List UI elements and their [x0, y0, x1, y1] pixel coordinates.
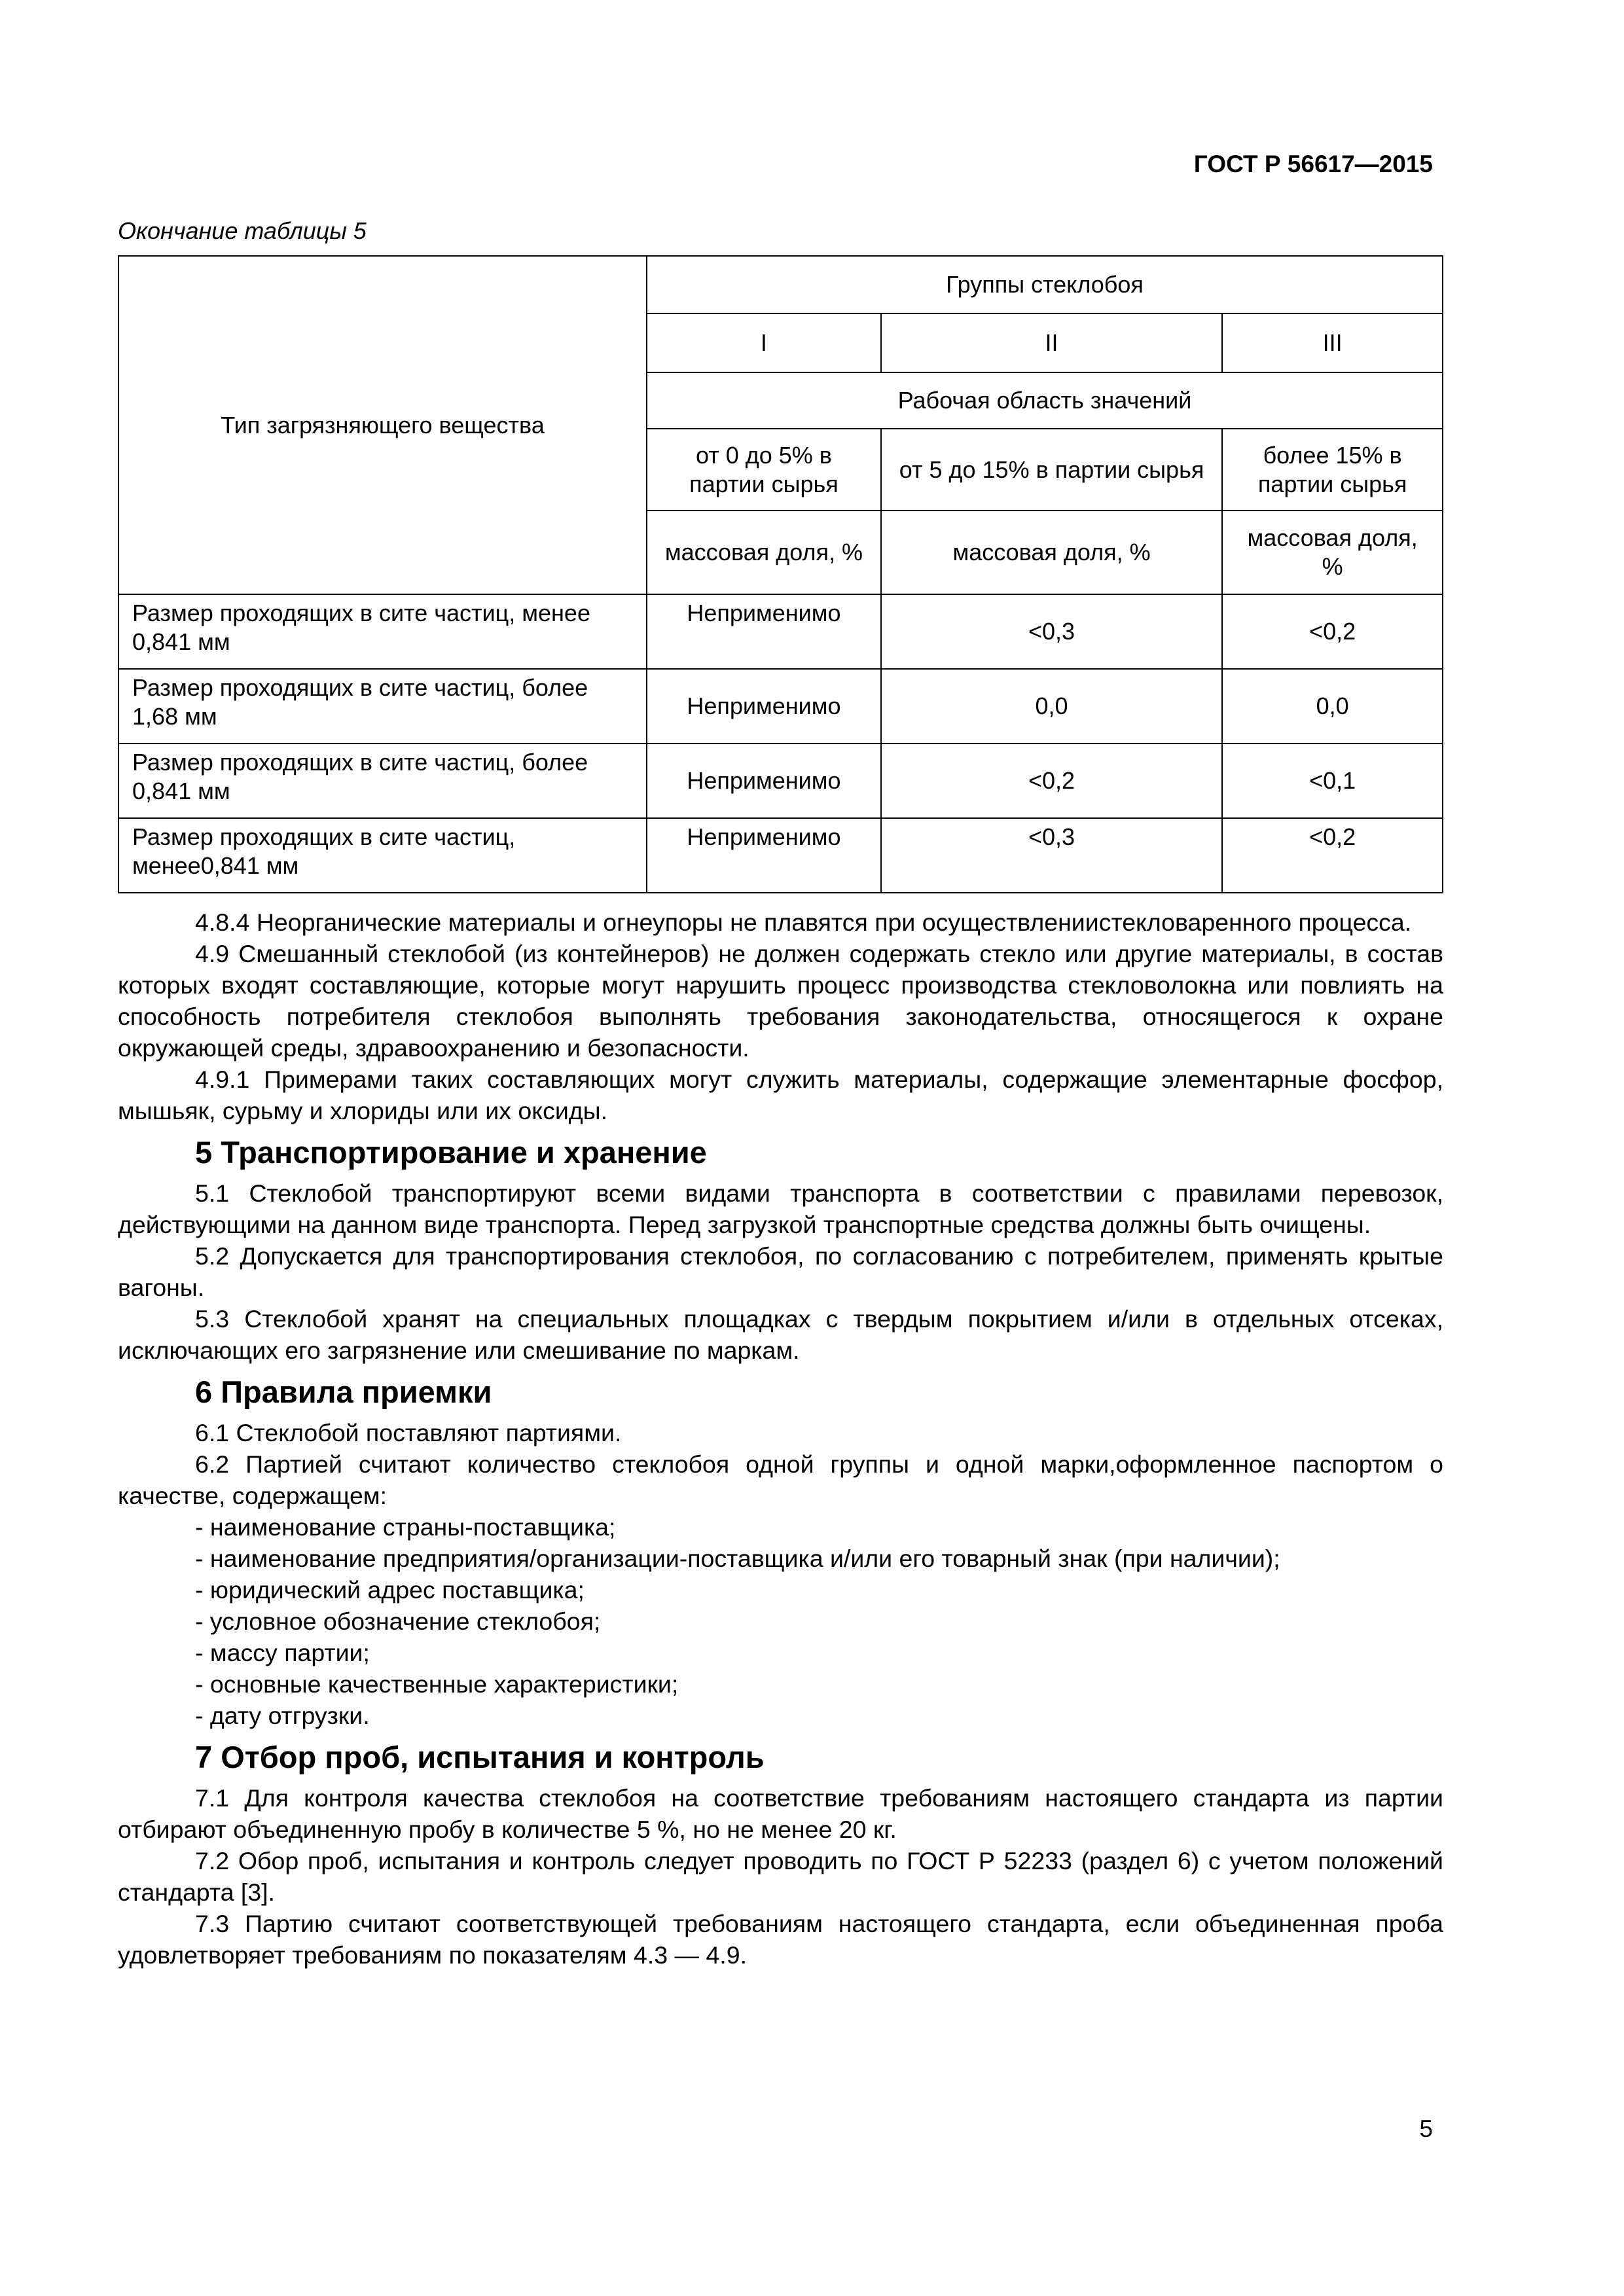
- range-header: Рабочая область значений: [647, 372, 1443, 429]
- value-cell: Неприменимо: [647, 818, 881, 893]
- table-row: [118, 818, 1443, 893]
- paragraph-4-8-4: 4.8.4 Неорганические материалы и огнеупоры не плавятся при осуществлениистекловаренного процесса.: [195, 908, 1412, 936]
- value-cell: Неприменимо: [647, 744, 881, 818]
- value-cell: 0,0: [1222, 669, 1443, 744]
- document-body: [118, 906, 1443, 1971]
- table-row: [118, 669, 1443, 744]
- group-number: II: [881, 314, 1222, 372]
- table-row: [118, 744, 1443, 818]
- paragraph-4-9: 4.9 Смешанный стеклобой (из контейнеров) не должен содержать стекло или другие материалы, в состав которых входят составляющие, которые могут нарушить процесс производства стекловолокна или повлиять на способность потребителя стеклобоя выполнять требования законодательства, относящегося к охране окружающей среды, здравоохранению и безопасности.: [118, 940, 1443, 1062]
- list-item: - массу партии;: [195, 1639, 370, 1666]
- value-cell: <0,1: [1222, 744, 1443, 818]
- list-item: - наименование предприятия/организации-поставщика и/или его товарный знак (при наличии);: [195, 1545, 1280, 1572]
- list-item: - основные качественные характеристики;: [195, 1670, 679, 1698]
- paragraph-5-3: 5.3 Стеклобой хранят на специальных площадках с твердым покрытием и/или в отдельных отсеках, исключающих его загрязнение или смешивание по маркам.: [118, 1305, 1443, 1364]
- group-number: I: [647, 314, 881, 372]
- paragraph-5-2: 5.2 Допускается для транспортирования стеклобоя, по согласованию с потребителем, применять крытые вагоны.: [118, 1242, 1443, 1301]
- row-label: Размер проходящих в сите частиц, более 1,68 мм: [118, 669, 647, 744]
- row-label: Размер проходящих в сите частиц, менее 0,841 мм: [118, 594, 647, 669]
- list-item: - наименование страны-поставщика;: [195, 1513, 616, 1541]
- section-heading-7: 7 Отбор проб, испытания и контроль: [195, 1740, 765, 1774]
- value-cell: <0,3: [881, 594, 1222, 669]
- list-item: - дату отгрузки.: [195, 1702, 370, 1729]
- row-label: Размер проходящих в сите частиц, более 0,841 мм: [118, 744, 647, 818]
- section-heading-6: 6 Правила приемки: [195, 1374, 492, 1409]
- range-cell: более 15% в партии сырья: [1222, 429, 1443, 511]
- paragraph-6-2: 6.2 Партией считают количество стеклобоя одной группы и одной марки,оформленное паспортом о качестве, содержащем:: [118, 1450, 1443, 1509]
- value-cell: Неприменимо: [647, 669, 881, 744]
- paragraph-7-1: 7.1 Для контроля качества стеклобоя на соответствие требованиям настоящего стандарта из партии отбирают объединенную пробу в количестве 5 %, но не менее 20 кг.: [118, 1784, 1443, 1843]
- value-cell: <0,2: [1222, 818, 1443, 893]
- group-number: III: [1222, 314, 1443, 372]
- value-cell: <0,2: [1222, 594, 1443, 669]
- paragraph-7-2: 7.2 Обор проб, испытания и контроль следует проводить по ГОСТ Р 52233 (раздел 6) с учетом положений стандарта [3].: [118, 1847, 1443, 1906]
- value-cell: 0,0: [881, 669, 1222, 744]
- value-cell: <0,2: [881, 744, 1222, 818]
- paragraph-5-1: 5.1 Стеклобой транспортируют всеми видами транспорта в соответствии с правилами перевозок, действующими на данном виде транспорта. Перед загрузкой транспортные средства должны быть очищены.: [118, 1179, 1443, 1238]
- contaminant-table: [118, 255, 1443, 893]
- unit-cell: массовая доля, %: [647, 511, 881, 594]
- range-cell: от 0 до 5% в партии сырья: [647, 429, 881, 511]
- table-caption: Окончание таблицы 5: [118, 217, 367, 244]
- type-header: Тип загрязняющего вещества: [118, 256, 647, 594]
- paragraph-6-1: 6.1 Стеклобой поставляют партиями.: [195, 1419, 622, 1446]
- list-item: - условное обозначение стеклобоя;: [195, 1607, 601, 1635]
- table-row: [118, 594, 1443, 669]
- paragraph-4-9-1: 4.9.1 Примерами таких составляющих могут служить материалы, содержащие элементарные фосфор, мышьяк, сурьму и хлориды или их оксиды.: [118, 1066, 1443, 1124]
- unit-cell: массовая доля, %: [1222, 511, 1443, 594]
- document-code: ГОСТ Р 56617—2015: [1193, 151, 1433, 177]
- value-cell: <0,3: [881, 818, 1222, 893]
- unit-cell: массовая доля, %: [881, 511, 1222, 594]
- range-cell: от 5 до 15% в партии сырья: [881, 429, 1222, 511]
- page-number: 5: [1419, 2115, 1433, 2142]
- row-label: Размер проходящих в сите частиц, менее0,841 мм: [118, 818, 647, 893]
- section-heading-5: 5 Транспортирование и хранение: [195, 1135, 707, 1170]
- value-cell: Неприменимо: [647, 594, 881, 669]
- list-item: - юридический адрес поставщика;: [195, 1576, 585, 1604]
- groups-header: Группы стеклобоя: [647, 256, 1443, 314]
- paragraph-7-3: 7.3 Партию считают соответствующей требованиям настоящего стандарта, если объединенная проба удовлетворяет требованиям по показателям 4.3 — 4.9.: [118, 1910, 1443, 1969]
